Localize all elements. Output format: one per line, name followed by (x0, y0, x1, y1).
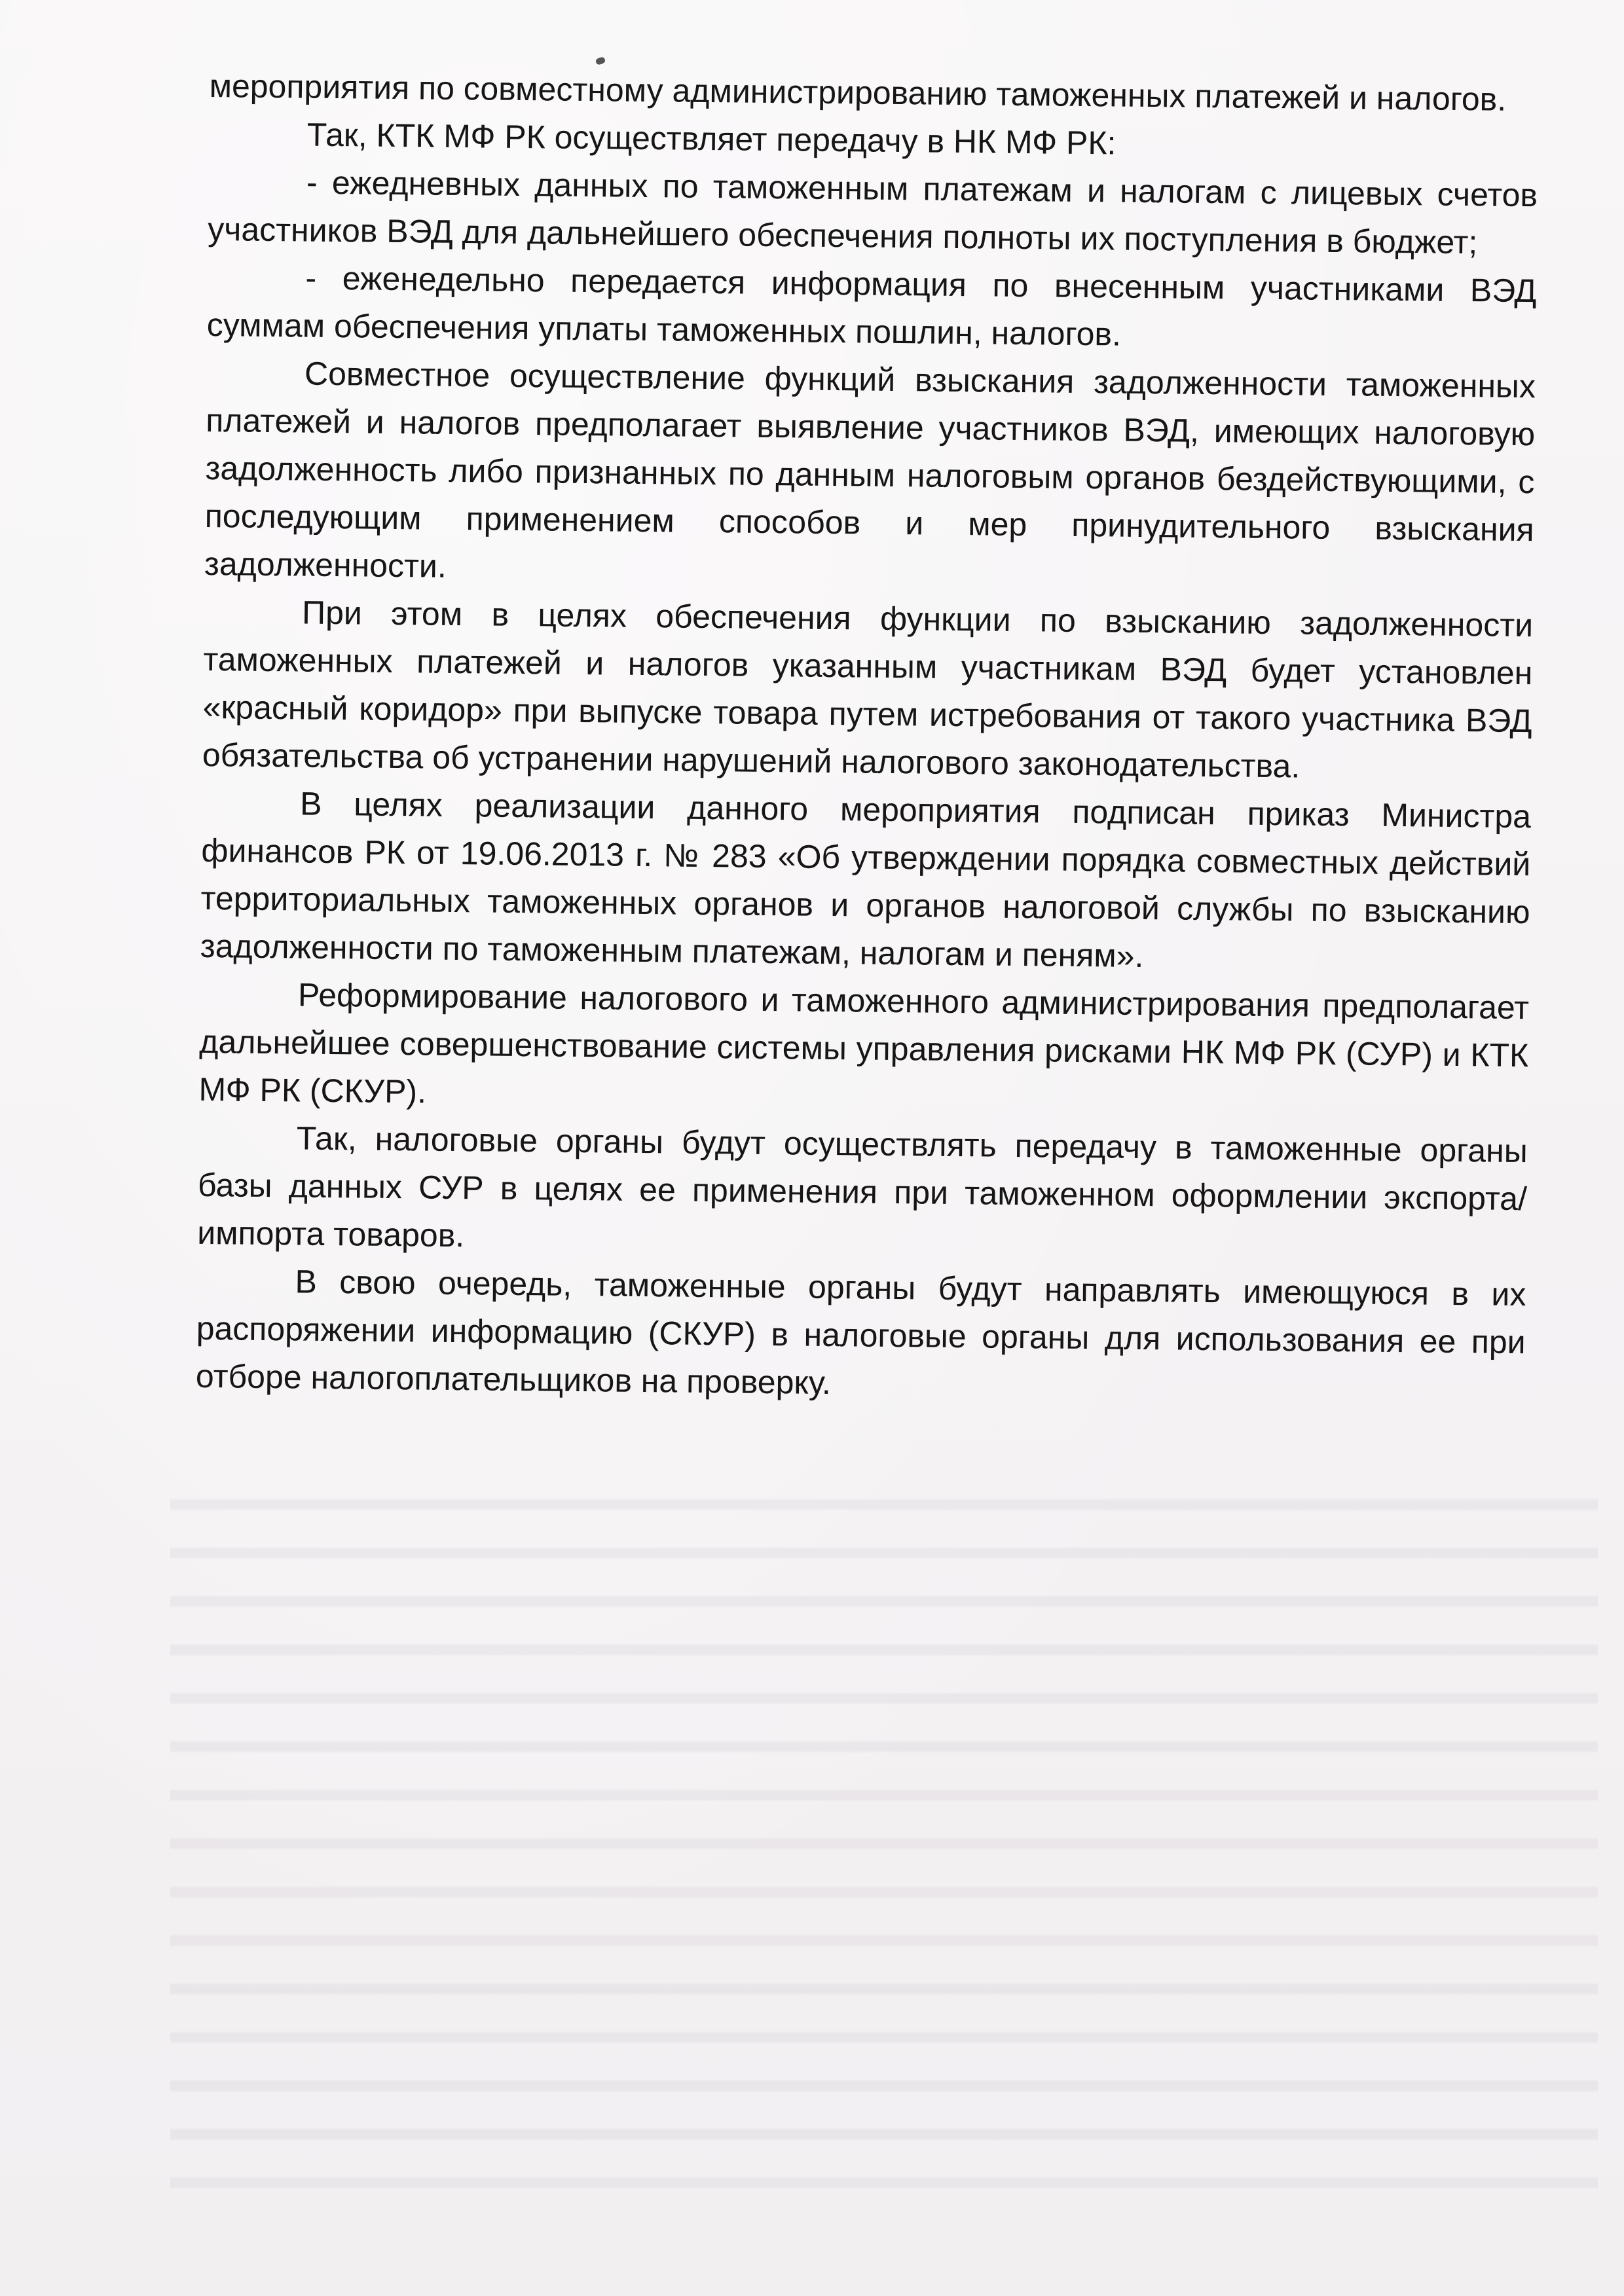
paragraph-continuation: мероприятия по совместному администрированию таможенных платежей и налогов. (209, 67, 1507, 118)
list-item: - ежедневных данных по таможенным платежам и налогам с лицевых счетов участников ВЭД для дальнейшего обеспечения полноты их поступления в бюджет; (208, 164, 1538, 261)
paragraph: В свою очередь, таможенные органы будут направлять имеющуюся в их распоряжении информацию (СКУР) в налоговые органы для использования ее при отборе налогоплательщиков на проверку. (195, 1263, 1526, 1402)
list-item: - еженедельно передается информация по внесенным участниками ВЭД суммам обеспечения уплаты таможенных пошлин, налогов. (206, 259, 1537, 353)
show-through-text (170, 1473, 1598, 2206)
paragraph-intro: Так, КТК МФ РК осуществляет передачу в НК МФ РК: (306, 116, 1116, 162)
paragraph: Совместное осуществление функций взыскания задолженности таможенных платежей и налогов предполагает выявление участников ВЭД, имеющих налоговую задолженность либо признанных по данным налоговым органов бездействующими, с последующим применением способов и мер принудительного взыскания задолженности. (204, 355, 1536, 585)
paragraph: При этом в целях обеспечения функции по взысканию задолженности таможенных платежей и налогов указанным участникам ВЭД будет установлен «красный коридор» при выпуске товара путем истребования от такого участника ВЭД обязательства об устранении нарушений налогового законодательства. (202, 594, 1534, 785)
paragraph: В целях реализации данного мероприятия подписан приказ Министра финансов РК от 19.06.2013 г. № 283 «Об утверждении порядка совместных действий территориальных таможенных органов и органов налоговой службы по взысканию задолженности по таможенным платежам, налогам и пеням». (200, 785, 1532, 975)
paragraph: Реформирование налогового и таможенного администрирования предполагает дальнейшее совершенствование системы управления рисками НК МФ РК (СУР) и КТК МФ РК (СКУР). (198, 976, 1530, 1110)
paragraph: Так, налоговые органы будут осуществлять передачу в таможенные органы базы данных СУР в целях ее применения при таможенном оформлении экспорта/импорта товаров. (196, 1120, 1528, 1254)
scan-speck (595, 56, 606, 65)
document-body (196, 62, 1539, 1414)
